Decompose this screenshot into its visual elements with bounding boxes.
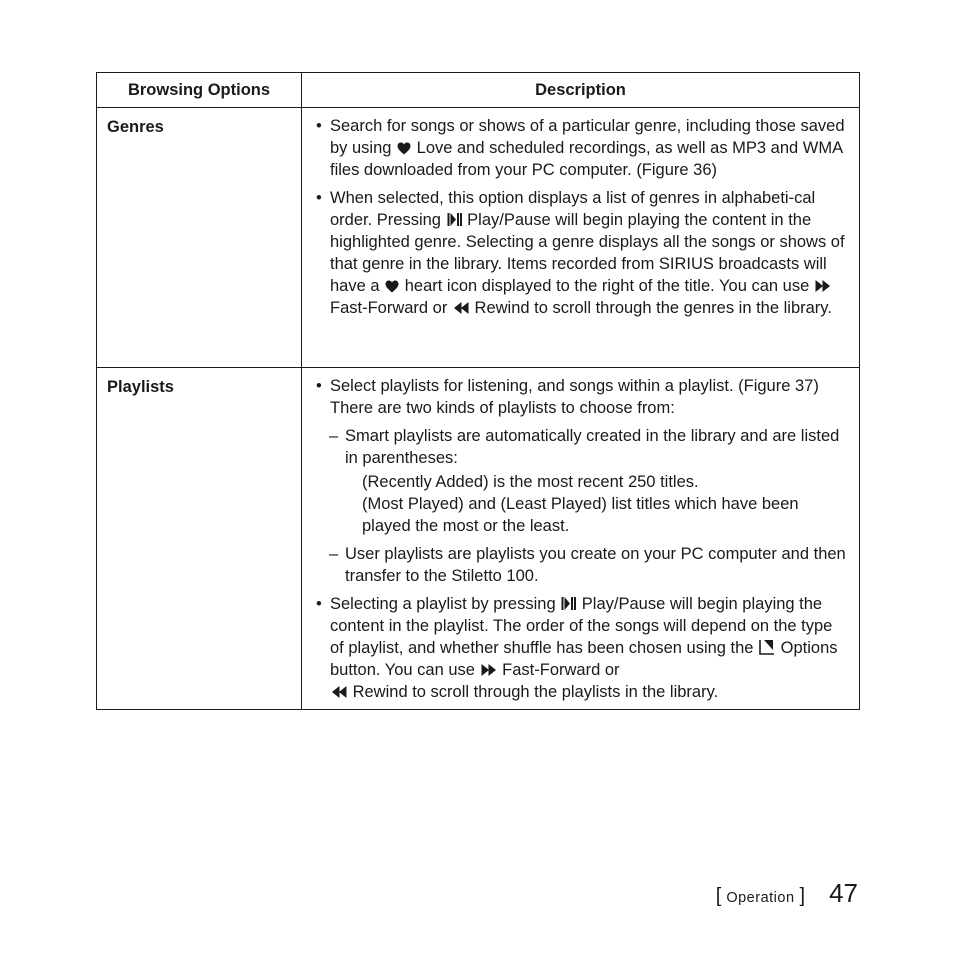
description-cell xyxy=(302,368,860,710)
header-browsing-options: Browsing Options xyxy=(97,73,302,108)
bullet-marker: • xyxy=(316,189,322,207)
rewind-icon xyxy=(331,685,347,699)
play-pause-icon xyxy=(561,596,576,611)
bullet-marker: • xyxy=(316,595,322,613)
footer-bracket-close: ] xyxy=(799,885,806,907)
rewind-icon xyxy=(453,301,469,315)
fast-forward-icon xyxy=(481,663,497,677)
option-cell xyxy=(97,368,302,710)
list-item: • When selected, this option displays a list of genres in alphabeti-cal order. Pressing Play/Pause will begin playing the content in the highlighted genre. Selecting a genre displays all the songs or shows of that genre in the library. Items recorded from SIRIUS broadcasts will have a heart icon displayed to the right of the title. You can use Fast-Forward or Rewind to scroll through the genres in the library. xyxy=(316,189,845,317)
fast-forward-icon xyxy=(815,279,831,293)
bullet-marker: • xyxy=(316,117,322,135)
description-cell xyxy=(302,108,860,368)
heart-icon xyxy=(397,142,411,155)
options-icon xyxy=(759,639,775,655)
list-item: • Selecting a playlist by pressing Play/Pause will begin playing the content in the playlist. The order of the songs will depend on the type of playlist, and whether shuffle has been chosen using the Options button. You can use Fast-Forward or Rewind to scroll through the playlists in the library. xyxy=(316,595,838,701)
play-pause-icon xyxy=(447,212,462,227)
option-playlists: Playlists xyxy=(107,378,174,396)
footer-section-label: Operation xyxy=(726,890,795,906)
dash-marker: – xyxy=(329,427,339,445)
list-item: – Smart playlists are automatically created in the library and are listed in parentheses: xyxy=(329,427,840,467)
table-row xyxy=(97,108,860,368)
heart-icon xyxy=(385,280,399,293)
list-item: (Recently Added) is the most recent 250 titles. (Most Played) and (Least Played) list titles which have been played the most or the least. xyxy=(362,473,799,535)
page-footer xyxy=(716,878,858,909)
table-row xyxy=(97,368,860,710)
table-header-row xyxy=(97,73,860,108)
list-item: • Select playlists for listening, and songs within a playlist. (Figure 37) There are two kinds of playlists to choose from: xyxy=(316,377,819,417)
dash-marker: – xyxy=(329,545,339,563)
page-number: 47 xyxy=(829,878,858,908)
bullet-marker: • xyxy=(316,377,322,395)
footer-bracket-open: [ xyxy=(715,885,722,907)
list-item: • Search for songs or shows of a particular genre, including those saved by using Love and scheduled recordings, as well as MP3 and WMA files downloaded from your PC computer. (Figure 36) xyxy=(316,117,845,179)
list-item: – User playlists are playlists you create on your PC computer and then transfer to the Stiletto 100. xyxy=(329,545,846,585)
header-description: Description xyxy=(302,73,860,108)
browsing-options-table xyxy=(96,72,860,710)
option-genres: Genres xyxy=(107,118,164,136)
option-cell xyxy=(97,108,302,368)
